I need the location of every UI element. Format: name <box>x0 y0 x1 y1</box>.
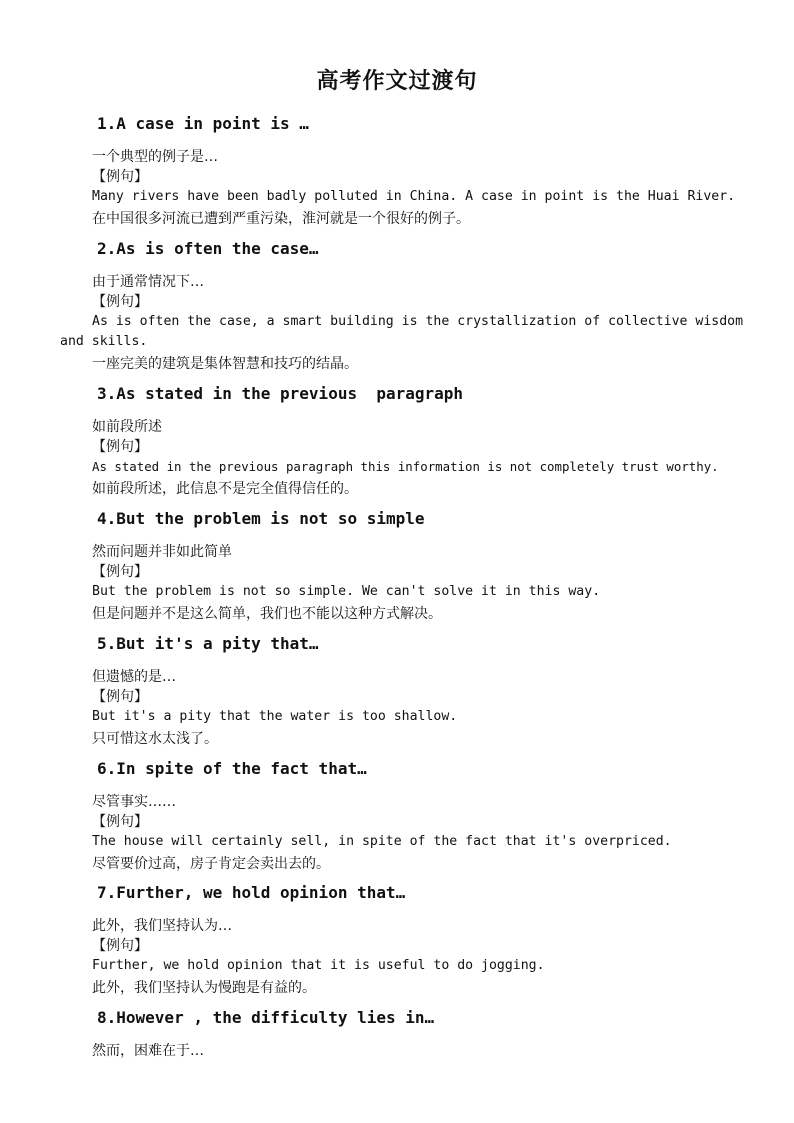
section-meaning: 一个典型的例子是… <box>92 149 218 165</box>
section-heading: 3.As stated in the previous paragraph <box>97 384 464 403</box>
example-english: But it's a pity that the water is too shallow. <box>92 709 458 724</box>
example-tag: 【例句】 <box>92 689 148 705</box>
example-chinese: 一座完美的建筑是集体智慧和技巧的结晶。 <box>92 356 358 372</box>
section-meaning: 然而问题并非如此简单 <box>92 544 232 560</box>
section-heading: 2.As is often the case… <box>97 239 319 258</box>
example-tag: 【例句】 <box>92 814 148 830</box>
section-heading: 1.A case in point is … <box>97 114 309 133</box>
section-meaning: 但遗憾的是… <box>92 669 176 685</box>
document-title: 高考作文过渡句 <box>316 69 478 94</box>
example-chinese: 但是问题并不是这么简单，我们也不能以这种方式解决。 <box>92 606 442 622</box>
example-tag: 【例句】 <box>92 938 148 954</box>
section-heading: 7.Further, we hold opinion that… <box>97 883 406 902</box>
example-chinese: 此外，我们坚持认为慢跑是有益的。 <box>92 980 316 996</box>
section-meaning: 然而，困难在于… <box>92 1043 204 1059</box>
example-chinese: 在中国很多河流已遭到严重污染，淮河就是一个很好的例子。 <box>92 211 470 227</box>
section-meaning: 如前段所述 <box>92 419 162 435</box>
section-heading: 8.However , the difficulty lies in… <box>97 1008 435 1027</box>
example-chinese: 只可惜这水太浅了。 <box>92 731 218 747</box>
section-heading: 4.But the problem is not so simple <box>97 509 425 528</box>
example-chinese: 如前段所述，此信息不是完全值得信任的。 <box>92 481 358 497</box>
section-heading: 6.In spite of the fact that… <box>97 759 367 778</box>
example-tag: 【例句】 <box>92 294 148 310</box>
example-english: The house will certainly sell, in spite of the fact that it's overpriced. <box>92 834 672 849</box>
example-tag: 【例句】 <box>92 564 148 580</box>
section-meaning: 尽管事实…… <box>92 794 176 810</box>
example-english-continued: and skills. <box>60 334 148 349</box>
section-meaning: 此外，我们坚持认为… <box>92 918 232 934</box>
example-english: Further, we hold opinion that it is useful to do jogging. <box>92 958 545 973</box>
example-english: But the problem is not so simple. We can't solve it in this way. <box>92 584 601 599</box>
example-english: Many rivers have been badly polluted in China. A case in point is the Huai River. <box>92 189 736 204</box>
example-tag: 【例句】 <box>92 439 148 455</box>
section-meaning: 由于通常情况下… <box>92 274 204 290</box>
section-heading: 5.But it's a pity that… <box>97 634 319 653</box>
example-chinese: 尽管要价过高，房子肯定会卖出去的。 <box>92 856 330 872</box>
example-english: As stated in the previous paragraph this information is not completely trust worthy. <box>92 459 719 474</box>
example-english: As is often the case, a smart building is the crystallization of collective wisdom <box>92 314 744 329</box>
example-tag: 【例句】 <box>92 169 148 185</box>
